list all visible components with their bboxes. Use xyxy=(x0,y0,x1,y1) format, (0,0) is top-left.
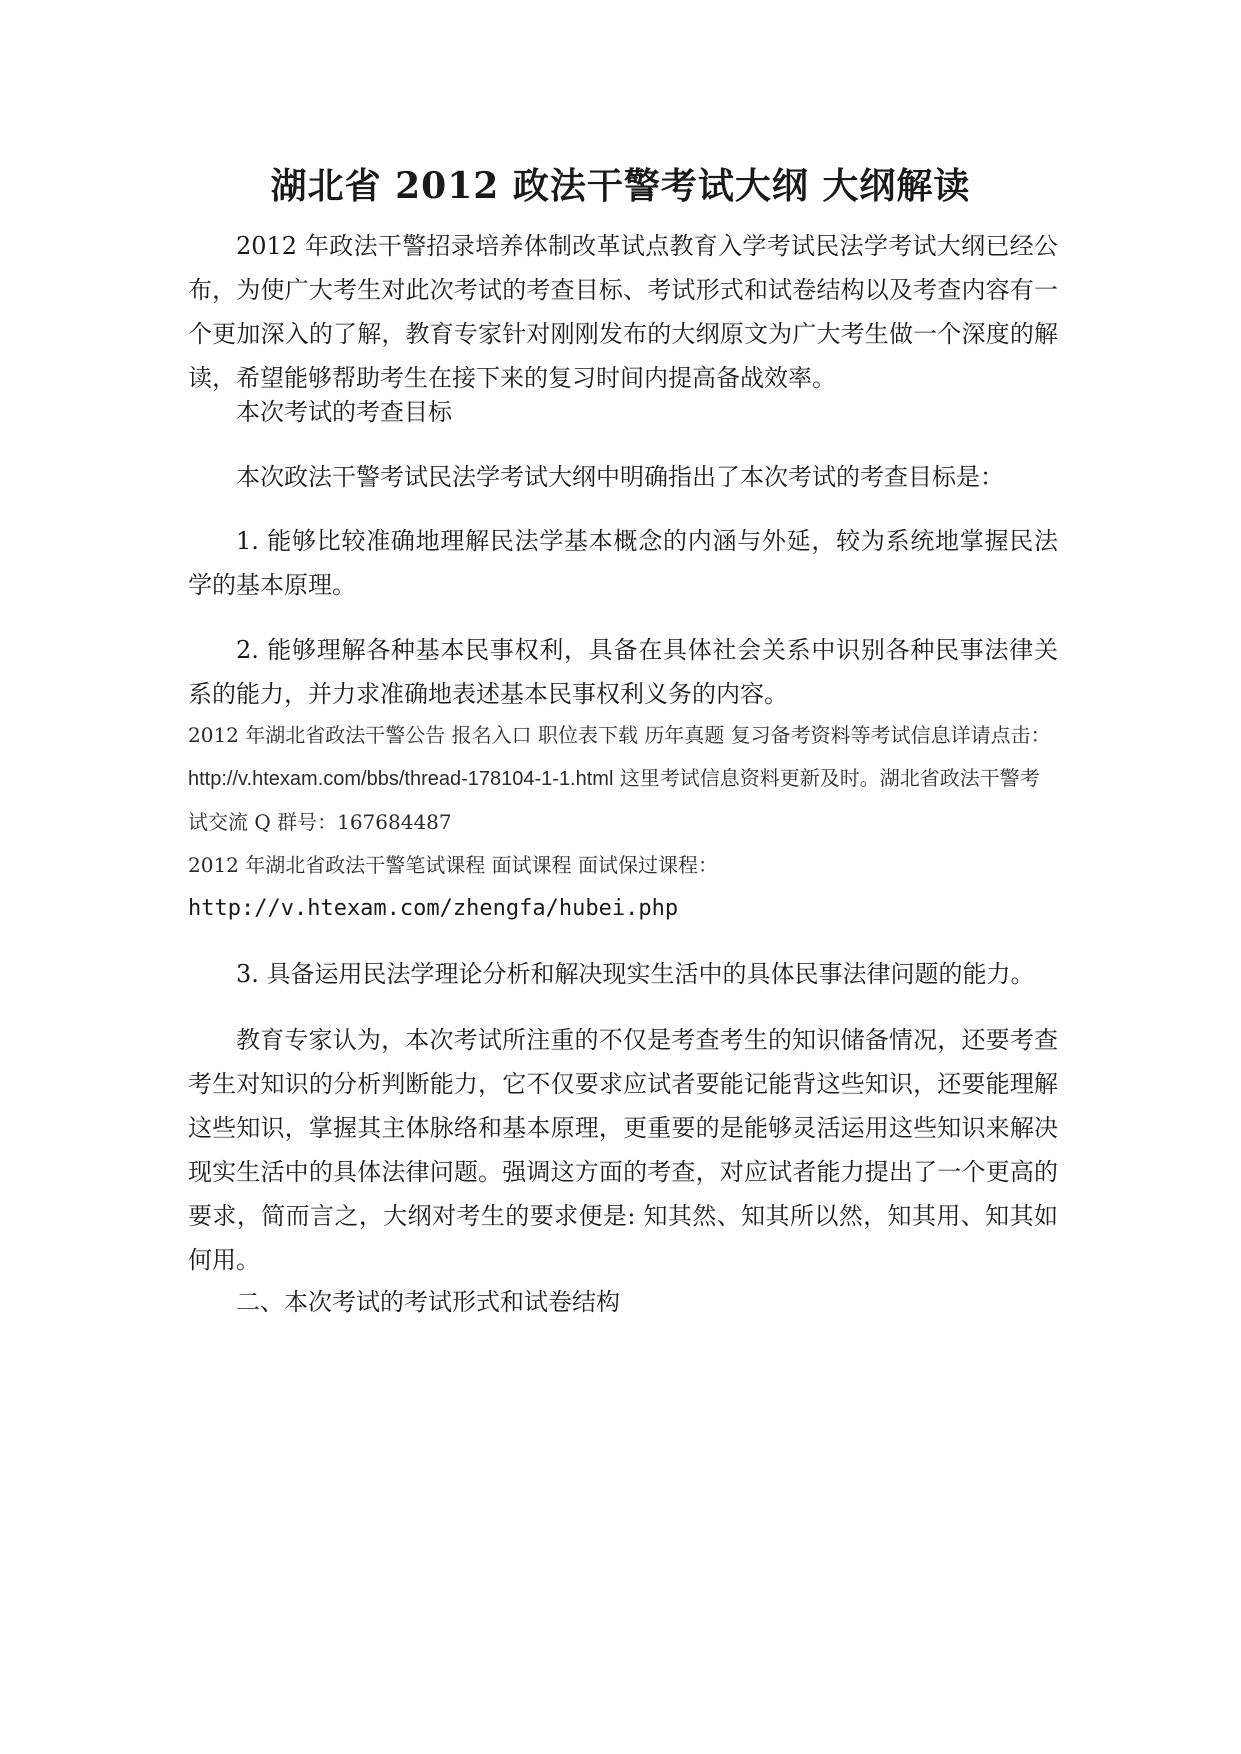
objective-item-2: 2. 能够理解各种基本民事权利，具备在具体社会关系中识别各种民事法律关系的能力，并力求准确地表述基本民事权利义务的内容。 xyxy=(188,636,1058,708)
course-line: 2012 年湖北省政法干警笔试课程 面试课程 面试保过课程： xyxy=(188,853,718,877)
objective-item-3: 3. 具备运用民法学理论分析和解决现实生活中的具体民事法律问题的能力。 xyxy=(236,960,1035,988)
intro-paragraph: 2012 年政法干警招录培养体制改革试点教育入学考试民法学考试大纲已经公布，为使广大考生对此次考试的考查目标、考试形式和试卷结构以及考查内容有一个更加深入的了解，教育专家针对刚刚发布的大纲原文为广大考生做一个深度的解读，希望能够帮助考生在接下来的复习时间内提高备战效率。 xyxy=(188,232,1058,392)
ad-tail-text: 这里考试信息资料更新及时。湖北省政法干警考试交流 Q 群号：167684487 xyxy=(188,766,1040,834)
objective-intro: 本次政法干警考试民法学考试大纲中明确指出了本次考试的考查目标是： xyxy=(236,463,1004,491)
expert-paragraph: 教育专家认为，本次考试所注重的不仅是考查考生的知识储备情况，还要考查考生对知识的分析判断能力，它不仅要求应试者要能记能背这些知识，还要能理解这些知识，掌握其主体脉络和基本原理，更重要的是能够灵活运用这些知识来解决现实生活中的具体法律问题。强调这方面的考查，对应试者能力提出了一个更高的要求，简而言之，大纲对考生的要求便是: 知其然、知其所以然，知其用、知其如何用。 xyxy=(188,1026,1058,1274)
ad-link-1[interactable]: http://v.htexam.com/bbs/thread-178104-1-1.html xyxy=(188,768,614,790)
ad-block xyxy=(188,714,1058,844)
section1-heading: 本次考试的考查目标 xyxy=(236,398,452,426)
section2-heading: 二、本次考试的考试形式和试卷结构 xyxy=(236,1288,620,1316)
ad-lead-text: 2012 年湖北省政法干警公告 报名入口 职位表下载 历年真题 复习备考资料等考试信息详请点击： xyxy=(188,723,1051,747)
course-link[interactable]: http://v.htexam.com/zhengfa/hubei.php xyxy=(188,896,679,921)
document-title: 湖北省 2012 政法干警考试大纲 大纲解读 xyxy=(270,165,971,207)
objective-item-1: 1. 能够比较准确地理解民法学基本概念的内涵与外延，较为系统地掌握民法学的基本原理。 xyxy=(188,527,1058,599)
